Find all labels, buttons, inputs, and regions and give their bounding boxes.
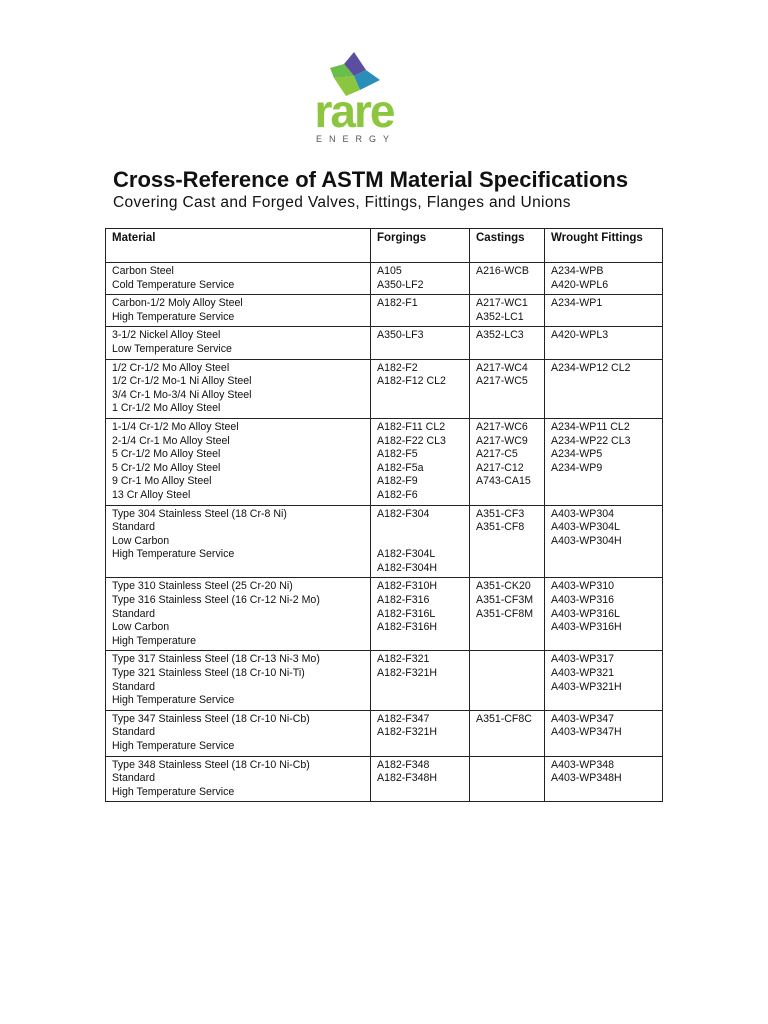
cell-forgings xyxy=(371,263,470,295)
header-forgings: Forgings xyxy=(371,229,470,263)
cell-castings xyxy=(470,651,545,710)
cell-line: A217-WC4 xyxy=(476,361,528,374)
company-logo xyxy=(296,50,412,144)
cell-forgings xyxy=(371,418,470,505)
cell-line: 9 Cr-1 Mo Alloy Steel xyxy=(112,475,212,488)
cell-line: A403-WP347 xyxy=(551,712,615,725)
cell-line: A182-F316 xyxy=(377,594,430,607)
cell-line: A182-F310H xyxy=(377,580,438,593)
table-row xyxy=(106,263,663,295)
table-row xyxy=(106,418,663,505)
cell-line: A182-F316H xyxy=(377,621,438,634)
cell-wrought-fittings xyxy=(545,710,663,756)
cell-line: Standard xyxy=(112,726,155,739)
cell-line: A182-F348H xyxy=(377,772,438,785)
cell-line: 3-1/2 Nickel Alloy Steel xyxy=(112,329,221,342)
cell-line: Type 321 Stainless Steel (18 Cr-10 Ni-Ti) xyxy=(112,667,305,680)
cell-castings xyxy=(470,295,545,327)
cell-line: Type 310 Stainless Steel (25 Cr-20 Ni) xyxy=(112,580,293,593)
cell-forgings xyxy=(371,578,470,651)
cell-line: A403-WP321H xyxy=(551,680,622,693)
cell-line: Type 304 Stainless Steel (18 Cr-8 Ni) xyxy=(112,507,287,520)
cell-line: A217-C5 xyxy=(476,448,518,461)
cell-castings xyxy=(470,505,545,578)
cell-line: High Temperature Service xyxy=(112,785,235,798)
cell-line: A351-CF8 xyxy=(476,521,525,534)
cell-line: A350-LF3 xyxy=(377,329,424,342)
cell-line: A403-WP316 xyxy=(551,594,615,607)
cell-line xyxy=(377,535,463,549)
cell-line: A351-CF8C xyxy=(476,712,532,725)
cell-line: A182-F321H xyxy=(377,667,438,680)
table-row xyxy=(106,359,663,418)
cell-line: A105 xyxy=(377,265,402,277)
cell-wrought-fittings xyxy=(545,295,663,327)
spec-table xyxy=(105,228,663,802)
cell-line: 2-1/4 Cr-1 Mo Alloy Steel xyxy=(112,434,230,447)
cell-line: A182-F9 xyxy=(377,475,418,488)
cell-line: A182-F6 xyxy=(377,488,418,501)
cell-line: A403-WP321 xyxy=(551,667,615,680)
cell-line: A234-WP9 xyxy=(551,461,603,474)
cell-castings xyxy=(470,263,545,295)
header-wrought-fittings: Wrought Fittings xyxy=(545,229,663,263)
cell-line: A217-WC6 xyxy=(476,420,528,433)
cell-line: High Temperature Service xyxy=(112,548,235,561)
cell-line: High Temperature Service xyxy=(112,694,235,707)
cell-material xyxy=(106,505,371,578)
cell-line: A403-WP310 xyxy=(551,580,615,593)
cell-line: Carbon-1/2 Moly Alloy Steel xyxy=(112,297,243,310)
cell-material xyxy=(106,710,371,756)
cell-line: A216-WCB xyxy=(476,265,529,277)
cell-line: A234-WP12 CL2 xyxy=(551,361,631,374)
cell-line: A403-WP316H xyxy=(551,621,622,634)
cell-wrought-fittings xyxy=(545,651,663,710)
cell-line xyxy=(377,521,463,535)
cell-line: A351-CF3 xyxy=(476,507,525,520)
logo-wordmark: rare xyxy=(314,85,394,137)
cell-line: A420-WPL6 xyxy=(551,278,609,291)
cell-line: Type 317 Stainless Steel (18 Cr-13 Ni-3 Mo) xyxy=(112,653,320,666)
cell-line: Low Carbon xyxy=(112,621,170,634)
cell-material xyxy=(106,295,371,327)
cell-line: A217-WC1 xyxy=(476,297,528,310)
header-material: Material xyxy=(106,229,371,263)
cell-material xyxy=(106,263,371,295)
cell-wrought-fittings xyxy=(545,263,663,295)
cell-line: Low Carbon xyxy=(112,534,170,547)
cell-line: Carbon Steel xyxy=(112,265,174,277)
table-row xyxy=(106,327,663,359)
table-row xyxy=(106,756,663,802)
cell-line: Type 348 Stainless Steel (18 Cr-10 Ni-Cb) xyxy=(112,758,310,771)
cell-castings xyxy=(470,756,545,802)
cell-material xyxy=(106,651,371,710)
cell-line: 5 Cr-1/2 Mo Alloy Steel xyxy=(112,461,221,474)
cell-line: A182-F5a xyxy=(377,461,424,474)
cell-wrought-fittings xyxy=(545,359,663,418)
cell-forgings xyxy=(371,505,470,578)
cell-line: A352-LC1 xyxy=(476,310,524,323)
cell-material xyxy=(106,327,371,359)
table-row xyxy=(106,505,663,578)
cell-forgings xyxy=(371,327,470,359)
cell-line: A182-F12 CL2 xyxy=(377,375,446,388)
table-row xyxy=(106,295,663,327)
cell-line: Type 347 Stainless Steel (18 Cr-10 Ni-Cb) xyxy=(112,712,310,725)
table-header-row xyxy=(106,229,663,263)
cell-castings xyxy=(470,327,545,359)
cell-line: A182-F2 xyxy=(377,361,418,374)
table-row xyxy=(106,710,663,756)
cell-line: A182-F304 xyxy=(377,507,430,520)
cell-line: 13 Cr Alloy Steel xyxy=(112,488,191,501)
cell-line: A234-WPB xyxy=(551,265,604,277)
cell-line: A182-F22 CL3 xyxy=(377,434,446,447)
cell-line: A182-F321H xyxy=(377,726,438,739)
cell-line: High Temperature Service xyxy=(112,310,235,323)
cell-line: A351-CF3M xyxy=(476,594,534,607)
cell-line: Low Temperature Service xyxy=(112,342,232,355)
cell-line: A403-WP304L xyxy=(551,521,620,534)
cell-castings xyxy=(470,710,545,756)
cell-line: A403-WP317 xyxy=(551,653,615,666)
cell-line: A743-CA15 xyxy=(476,475,531,488)
cell-line: A182-F304H xyxy=(377,561,438,574)
cell-line: A403-WP304 xyxy=(551,507,615,520)
cell-line: 1 Cr-1/2 Mo Alloy Steel xyxy=(112,402,221,415)
header-castings: Castings xyxy=(470,229,545,263)
cell-line: A182-F1 xyxy=(377,297,418,310)
cell-line: A403-WP316L xyxy=(551,607,620,620)
page-subtitle: Covering Cast and Forged Valves, Fittings, Flanges and Unions xyxy=(113,194,571,211)
cell-forgings xyxy=(371,756,470,802)
cell-line: A217-C12 xyxy=(476,461,524,474)
cell-line: Standard xyxy=(112,772,155,785)
cell-forgings xyxy=(371,359,470,418)
cell-forgings xyxy=(371,651,470,710)
table-row xyxy=(106,651,663,710)
cell-line: A234-WP22 CL3 xyxy=(551,434,631,447)
cell-line: Standard xyxy=(112,680,155,693)
cell-line: A352-LC3 xyxy=(476,329,524,342)
cell-line: A234-WP11 CL2 xyxy=(551,420,630,433)
cell-material xyxy=(106,418,371,505)
cell-line: A350-LF2 xyxy=(377,278,424,291)
cell-line: A217-WC5 xyxy=(476,375,528,388)
cell-castings xyxy=(470,359,545,418)
table-row xyxy=(106,578,663,651)
cell-line: A403-WP347H xyxy=(551,726,622,739)
cell-line: A351-CF8M xyxy=(476,607,534,620)
cell-material xyxy=(106,578,371,651)
cell-wrought-fittings xyxy=(545,578,663,651)
cell-line: A403-WP304H xyxy=(551,534,622,547)
cell-line: A217-WC9 xyxy=(476,434,528,447)
cell-line: 3/4 Cr-1 Mo-3/4 Ni Alloy Steel xyxy=(112,388,252,401)
cell-line: A403-WP348H xyxy=(551,772,622,785)
cell-line: A182-F5 xyxy=(377,448,418,461)
cell-line: A182-F321 xyxy=(377,653,430,666)
cell-wrought-fittings xyxy=(545,418,663,505)
cell-line: 1/2 Cr-1/2 Mo Alloy Steel xyxy=(112,361,230,374)
cell-line: A234-WP5 xyxy=(551,448,603,461)
logo-tagline: ENERGY xyxy=(315,134,396,144)
cell-forgings xyxy=(371,710,470,756)
cell-line: A403-WP348 xyxy=(551,758,615,771)
cell-line: A182-F11 CL2 xyxy=(377,420,446,433)
cell-wrought-fittings xyxy=(545,327,663,359)
cell-line: High Temperature Service xyxy=(112,740,235,752)
page-title: Cross-Reference of ASTM Material Specifications xyxy=(113,167,629,192)
cell-line: A234-WP1 xyxy=(551,297,603,310)
cell-line: Standard xyxy=(112,521,155,534)
cell-material xyxy=(106,756,371,802)
cell-line: 1/2 Cr-1/2 Mo-1 Ni Alloy Steel xyxy=(112,375,252,388)
cell-line: A182-F348 xyxy=(377,758,430,771)
cell-line: A182-F304L xyxy=(377,548,436,561)
cell-line: High Temperature xyxy=(112,634,197,647)
cell-castings xyxy=(470,578,545,651)
cell-line: A182-F316L xyxy=(377,607,436,620)
cell-forgings xyxy=(371,295,470,327)
cell-line: A182-F347 xyxy=(377,712,430,725)
cell-material xyxy=(106,359,371,418)
cell-line: A351-CK20 xyxy=(476,580,531,593)
cell-line: Type 316 Stainless Steel (16 Cr-12 Ni-2 Mo) xyxy=(112,594,320,607)
cell-wrought-fittings xyxy=(545,505,663,578)
cell-line: A420-WPL3 xyxy=(551,329,609,342)
table-body xyxy=(106,263,663,802)
cell-line: 5 Cr-1/2 Mo Alloy Steel xyxy=(112,448,221,461)
cell-line: Standard xyxy=(112,607,155,620)
cell-line: Cold Temperature Service xyxy=(112,278,235,291)
cell-wrought-fittings xyxy=(545,756,663,802)
cell-castings xyxy=(470,418,545,505)
cell-line: 1-1/4 Cr-1/2 Mo Alloy Steel xyxy=(112,420,239,433)
